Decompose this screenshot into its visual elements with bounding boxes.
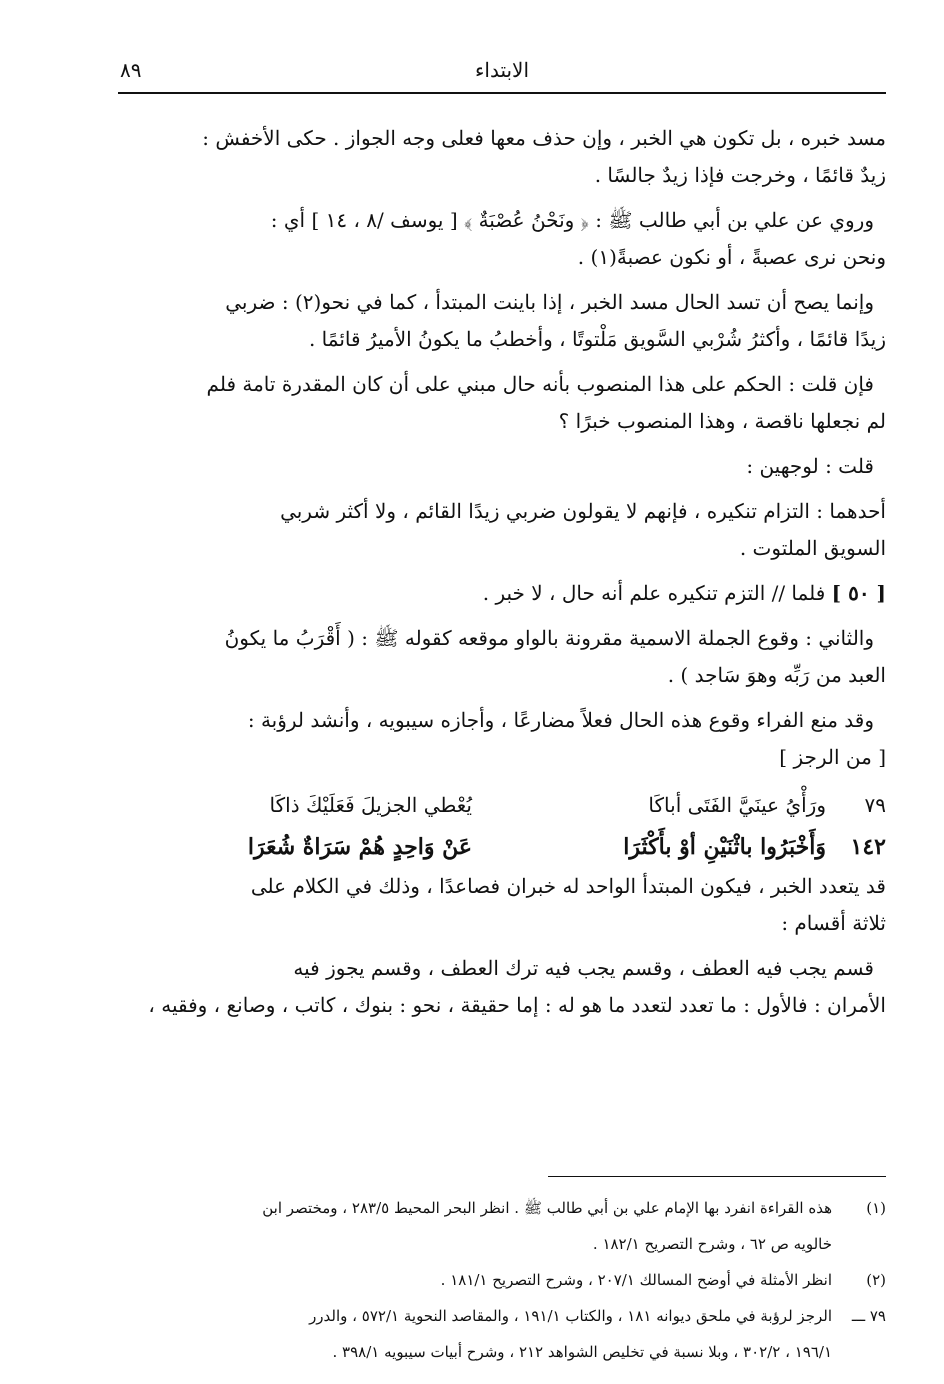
meter-label: [ من الرجز ] xyxy=(779,745,886,769)
text-line: الأمران : فالأول : ما تعدد لتعدد ما هو له : إما حقيقة ، نحو : بنوك ، كاتب ، وصانع ، وفقيه ، xyxy=(148,993,886,1017)
manuscript-marker: [ ٥٠ ] xyxy=(831,581,886,605)
paragraph xyxy=(118,493,886,567)
text-line: السويق الملتوت . xyxy=(739,536,886,560)
paragraph xyxy=(118,868,886,942)
footnotes xyxy=(118,1190,886,1370)
footnote-mark: (١) xyxy=(866,1199,886,1217)
paragraph xyxy=(118,366,886,440)
footnote xyxy=(118,1298,886,1370)
verse-hemistich: وَأَخْبَرُوا باثْنَيْنِ أوْ بأَكْثَرَا xyxy=(623,834,826,860)
text-line: زيدًا قائمًا ، وأكثرُ شُرْبي السَّويق مَلْتوتًا ، وأخطبُ ما يكونُ الأميرُ قائمًا . xyxy=(308,327,886,351)
footnote-mark: (٢) xyxy=(866,1271,886,1289)
paragraph xyxy=(118,950,886,1024)
footnote xyxy=(118,1190,886,1262)
paragraph xyxy=(118,575,886,612)
text-line: قد يتعدد الخبر ، فيكون المبتدأ الواحد له خبران فصاعدًا ، وذلك في الكلام على xyxy=(250,874,886,898)
text-line: العبد من رَبِّه وهوَ سَاجد ) . xyxy=(667,663,886,687)
footnote-rule xyxy=(548,1176,886,1177)
text-line: والثاني : وقوع الجملة الاسمية مقرونة بالواو موقعه كقوله ﷺ : ( أَقْرَبُ ما يكونُ xyxy=(224,626,874,650)
text-line: وإنما يصح أن تسد الحال مسد الخبر ، إذا باينت المبتدأ ، كما في نحو(٢) : ضربي xyxy=(225,290,874,314)
text-line: وروي عن علي بن أبي طالب ﷺ : ﴿ ونَحْنُ عُصْبَةٌ ﴾ [ يوسف /٨ ، ١٤ ] أي : xyxy=(270,208,874,232)
text-line: قلت : لوجهين : xyxy=(746,454,874,478)
text-line: فلما // التزم تنكيره علم أنه حال ، لا خبر . xyxy=(482,581,826,605)
main-text xyxy=(118,120,886,1032)
verse-line xyxy=(118,784,886,826)
paragraph xyxy=(118,448,886,485)
verse-hemistich: ورَأْيُ عينَيَّ الفَتَى أباكَا xyxy=(648,793,826,817)
footnote-line: خالويه ص ٦٢ ، وشرح التصريح ١٨٢/١ . xyxy=(592,1235,832,1253)
text-line: فإن قلت : الحكم على هذا المنصوب بأنه حال مبني على أن كان المقدرة تامة فلم xyxy=(206,372,874,396)
paragraph xyxy=(118,702,886,776)
footnote xyxy=(118,1262,886,1298)
page-number: ٨٩ xyxy=(120,58,142,82)
footnote-line: ١٩٦/١ ، ٣٠٢/٢ ، وبلا نسبة في تخليص الشواهد ٢١٢ ، وشرح أبيات سيبويه ٣٩٨/١ . xyxy=(332,1343,832,1361)
verse-number: ١٤٢ xyxy=(850,834,886,860)
text-line: زيدٌ قائمًا ، وخرجت فإذا زيدٌ جالسًا . xyxy=(594,163,886,187)
footnote-line: الرجز لرؤبة في ملحق ديوانه ١٨١ ، والكتاب ١٩١/١ ، والمقاصد النحوية ٥٧٢/١ ، والدرر xyxy=(309,1307,832,1325)
verse-hemistich: عَنْ وَاحِدٍ هُمْ سَرَاةٌ شُعَرَا xyxy=(247,834,472,860)
paragraph xyxy=(118,620,886,694)
text-line: ثلاثة أقسام : xyxy=(781,911,886,935)
text-line: وقد منع الفراء وقوع هذه الحال فعلاً مضارعًا ، وأجازه سيبويه ، وأنشد لرؤبة : xyxy=(247,708,874,732)
text-line: لم نجعلها ناقصة ، وهذا المنصوب خبرًا ؟ xyxy=(558,409,886,433)
footnote-line: هذه القراءة انفرد بها الإمام علي بن أبي طالب ﷺ . انظر البحر المحيط ٢٨٣/٥ ، ومختصر ابن xyxy=(262,1199,832,1217)
paragraph xyxy=(118,202,886,276)
text-line: قسم يجب فيه العطف ، وقسم يجب فيه ترك العطف ، وقسم يجوز فيه xyxy=(293,956,874,980)
chapter-title: الابتداء xyxy=(474,58,530,82)
running-header xyxy=(118,58,886,88)
paragraph xyxy=(118,284,886,358)
verse-number: ٧٩ xyxy=(864,793,886,817)
paragraph xyxy=(118,120,886,194)
verse-hemistich: يُعْطي الجزيلَ فَعَلَيْكَ ذاكَا xyxy=(269,793,472,817)
footnote-mark: ٧٩ ـــ xyxy=(851,1307,886,1325)
text-line: مسد خبره ، بل تكون هي الخبر ، وإن حذف معها فعلى وجه الجواز . حكى الأخفش : xyxy=(202,126,886,150)
text-line: ونحن نرى عصبةً ، أو نكون عصبةً(١) . xyxy=(577,245,886,269)
footnote-line: انظر الأمثلة في أوضح المسالك ٢٠٧/١ ، وشرح التصريح ١٨١/١ . xyxy=(440,1271,832,1289)
text-line: أحدهما : التزام تنكيره ، فإنهم لا يقولون ضربي زيدًا القائم ، ولا أكثر شربي xyxy=(280,499,886,523)
verse-line xyxy=(118,826,886,868)
header-rule xyxy=(118,92,886,94)
book-page xyxy=(118,58,886,1361)
